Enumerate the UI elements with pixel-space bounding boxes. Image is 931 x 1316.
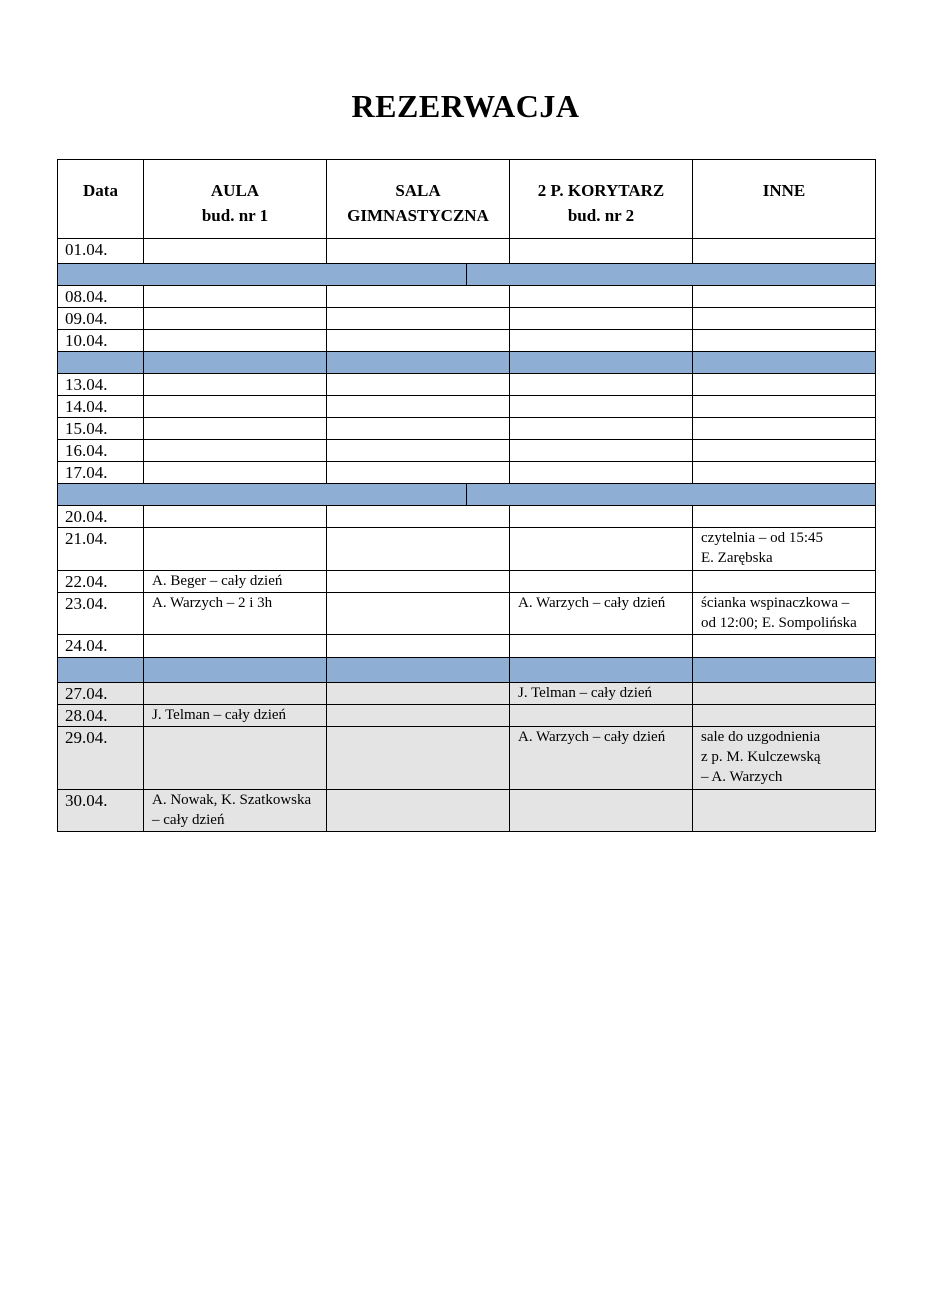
- sala-cell[interactable]: [327, 374, 510, 396]
- aula-cell[interactable]: J. Telman – cały dzień: [144, 705, 327, 727]
- inne-cell[interactable]: [693, 286, 876, 308]
- sala-cell[interactable]: [327, 506, 510, 528]
- sala-cell[interactable]: [327, 396, 510, 418]
- sala-cell[interactable]: [327, 571, 510, 593]
- inne-cell[interactable]: [693, 239, 876, 264]
- table-row: [58, 396, 876, 418]
- korytarz-cell[interactable]: [510, 635, 693, 658]
- korytarz-cell[interactable]: [510, 330, 693, 352]
- sala-cell[interactable]: [327, 286, 510, 308]
- inne-cell[interactable]: [693, 635, 876, 658]
- table-row: [58, 571, 876, 593]
- date-cell: 17.04.: [58, 462, 144, 484]
- header-aula: AULA bud. nr 1: [144, 160, 327, 239]
- aula-cell[interactable]: [144, 635, 327, 658]
- table-row: [58, 440, 876, 462]
- korytarz-cell[interactable]: [510, 308, 693, 330]
- date-cell: 21.04.: [58, 528, 144, 571]
- aula-cell[interactable]: [144, 683, 327, 705]
- inne-cell[interactable]: [693, 462, 876, 484]
- sala-cell[interactable]: [327, 635, 510, 658]
- inne-cell[interactable]: [693, 330, 876, 352]
- table-row: [58, 462, 876, 484]
- korytarz-cell[interactable]: A. Warzych – cały dzień: [510, 727, 693, 790]
- date-cell: 15.04.: [58, 418, 144, 440]
- aula-cell[interactable]: [144, 440, 327, 462]
- korytarz-cell[interactable]: J. Telman – cały dzień: [510, 683, 693, 705]
- separator-divider: [466, 264, 467, 285]
- korytarz-cell[interactable]: [510, 528, 693, 571]
- sala-cell[interactable]: [327, 418, 510, 440]
- inne-cell[interactable]: [693, 571, 876, 593]
- aula-cell[interactable]: [144, 286, 327, 308]
- sala-cell[interactable]: [327, 790, 510, 832]
- inne-cell[interactable]: czytelnia – od 15:45 E. Zarębska: [693, 528, 876, 571]
- korytarz-cell[interactable]: [510, 396, 693, 418]
- table-row: [58, 528, 876, 571]
- korytarz-cell[interactable]: [510, 790, 693, 832]
- week-separator: [58, 352, 876, 374]
- date-cell: 23.04.: [58, 593, 144, 635]
- table-row: [58, 593, 876, 635]
- header-row: [58, 160, 876, 239]
- header-inne: INNE: [693, 160, 876, 239]
- korytarz-cell[interactable]: [510, 374, 693, 396]
- week-separator: [58, 484, 876, 506]
- header-sala-gimnastyczna: SALA GIMNASTYCZNA: [327, 160, 510, 239]
- date-cell: 27.04.: [58, 683, 144, 705]
- aula-cell[interactable]: [144, 396, 327, 418]
- inne-cell[interactable]: [693, 374, 876, 396]
- aula-cell[interactable]: [144, 727, 327, 790]
- table-row: [58, 330, 876, 352]
- aula-cell[interactable]: [144, 239, 327, 264]
- table-row: [58, 239, 876, 264]
- inne-cell[interactable]: [693, 705, 876, 727]
- aula-cell[interactable]: [144, 374, 327, 396]
- inne-cell[interactable]: [693, 683, 876, 705]
- korytarz-cell[interactable]: [510, 440, 693, 462]
- korytarz-cell[interactable]: [510, 705, 693, 727]
- sala-cell[interactable]: [327, 705, 510, 727]
- date-cell: 20.04.: [58, 506, 144, 528]
- inne-cell[interactable]: [693, 790, 876, 832]
- date-cell: 01.04.: [58, 239, 144, 264]
- sala-cell[interactable]: [327, 683, 510, 705]
- date-cell: 08.04.: [58, 286, 144, 308]
- inne-cell[interactable]: [693, 506, 876, 528]
- week-separator: [58, 658, 876, 683]
- sala-cell[interactable]: [327, 308, 510, 330]
- date-cell: 22.04.: [58, 571, 144, 593]
- date-cell: 10.04.: [58, 330, 144, 352]
- week-separator: [58, 264, 876, 286]
- inne-cell[interactable]: sale do uzgodnienia z p. M. Kulczewską – A. Warzych: [693, 727, 876, 790]
- aula-cell[interactable]: A. Warzych – 2 i 3h: [144, 593, 327, 635]
- date-cell: 14.04.: [58, 396, 144, 418]
- header-korytarz: 2 P. KORYTARZ bud. nr 2: [510, 160, 693, 239]
- aula-cell[interactable]: [144, 330, 327, 352]
- aula-cell[interactable]: [144, 418, 327, 440]
- korytarz-cell[interactable]: [510, 418, 693, 440]
- inne-cell[interactable]: [693, 396, 876, 418]
- table-row: [58, 727, 876, 790]
- sala-cell[interactable]: [327, 528, 510, 571]
- sala-cell[interactable]: [327, 330, 510, 352]
- korytarz-cell[interactable]: [510, 286, 693, 308]
- sala-cell[interactable]: [327, 239, 510, 264]
- aula-cell[interactable]: A. Beger – cały dzień: [144, 571, 327, 593]
- sala-cell[interactable]: [327, 440, 510, 462]
- aula-cell[interactable]: [144, 308, 327, 330]
- inne-cell[interactable]: [693, 440, 876, 462]
- table-row: [58, 374, 876, 396]
- table-row: [58, 705, 876, 727]
- sala-cell[interactable]: [327, 593, 510, 635]
- korytarz-cell[interactable]: [510, 239, 693, 264]
- korytarz-cell[interactable]: [510, 462, 693, 484]
- date-cell: 13.04.: [58, 374, 144, 396]
- inne-cell[interactable]: [693, 308, 876, 330]
- date-cell: 30.04.: [58, 790, 144, 832]
- header-date: Data: [58, 160, 144, 239]
- aula-cell[interactable]: [144, 462, 327, 484]
- table-row: [58, 506, 876, 528]
- sala-cell[interactable]: [327, 727, 510, 790]
- inne-cell[interactable]: ścianka wspinaczkowa – od 12:00; E. Sompolińska: [693, 593, 876, 635]
- separator-divider: [466, 484, 467, 505]
- korytarz-cell[interactable]: [510, 571, 693, 593]
- korytarz-cell[interactable]: [510, 506, 693, 528]
- table-row: [58, 308, 876, 330]
- table-row: [58, 790, 876, 832]
- page-title: REZERWACJA: [351, 88, 580, 124]
- aula-cell[interactable]: [144, 506, 327, 528]
- table-row: [58, 635, 876, 658]
- korytarz-cell[interactable]: A. Warzych – cały dzień: [510, 593, 693, 635]
- date-cell: 29.04.: [58, 727, 144, 790]
- date-cell: 09.04.: [58, 308, 144, 330]
- table-row: [58, 683, 876, 705]
- table-row: [58, 418, 876, 440]
- date-cell: 24.04.: [58, 635, 144, 658]
- aula-cell[interactable]: A. Nowak, K. Szatkowska – cały dzień: [144, 790, 327, 832]
- reservation-table: [57, 159, 876, 832]
- sala-cell[interactable]: [327, 462, 510, 484]
- inne-cell[interactable]: [693, 418, 876, 440]
- date-cell: 28.04.: [58, 705, 144, 727]
- table-row: [58, 286, 876, 308]
- date-cell: 16.04.: [58, 440, 144, 462]
- aula-cell[interactable]: [144, 528, 327, 571]
